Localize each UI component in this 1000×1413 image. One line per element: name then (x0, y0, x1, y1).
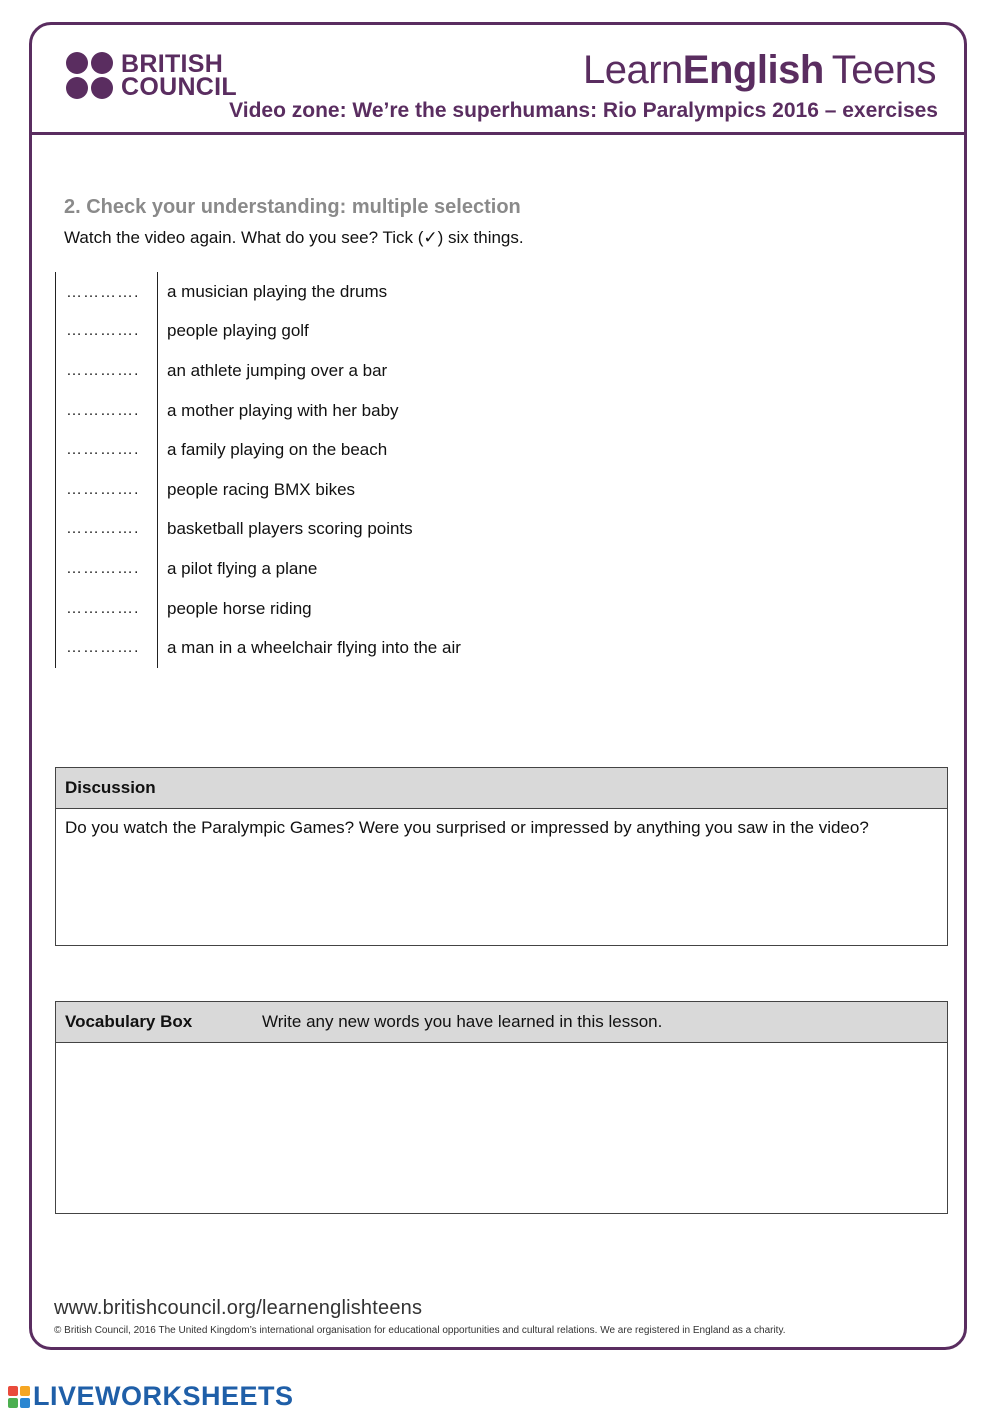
tick-item-text: people playing golf (167, 321, 309, 341)
tick-blank[interactable]: …………. (55, 351, 158, 391)
brand-line-1: BRITISH (121, 49, 224, 78)
tick-row (55, 470, 655, 510)
footer-url: www.britishcouncil.org/learnenglishteens (54, 1297, 423, 1319)
tick-list (55, 272, 655, 668)
tick-row (55, 351, 655, 391)
vocabulary-box (55, 1001, 948, 1214)
tick-blank[interactable]: …………. (55, 430, 158, 470)
vocabulary-instruction: Write any new words you have learned in this lesson. (262, 1012, 663, 1031)
tick-row (55, 430, 655, 470)
tick-row (55, 510, 655, 550)
tick-blank[interactable]: …………. (55, 549, 158, 589)
tick-row (55, 589, 655, 629)
header-divider (31, 132, 967, 135)
tick-item-text: a musician playing the drums (167, 281, 388, 301)
discussion-prompt: Do you watch the Paralympic Games? Were you surprised or impressed by anything you saw in the video? (65, 818, 869, 837)
logo-teens: Teens (831, 48, 936, 92)
tick-row (55, 312, 655, 352)
vocabulary-writing-area[interactable] (56, 1043, 947, 1059)
discussion-label: Discussion (65, 778, 156, 797)
discussion-box (55, 767, 948, 946)
tick-item-text: basketball players scoring points (167, 519, 413, 539)
tick-row (55, 628, 655, 668)
tick-row (55, 391, 655, 431)
tick-blank[interactable]: …………. (55, 272, 158, 312)
brand-line-2: COUNCIL (121, 72, 237, 101)
section-heading: 2. Check your understanding: multiple selection (64, 196, 521, 218)
tick-blank[interactable]: …………. (55, 470, 158, 510)
tick-item-text: people horse riding (167, 598, 312, 618)
liveworksheets-icon (8, 1386, 30, 1408)
discussion-header (56, 768, 947, 809)
vocabulary-label: Vocabulary Box (65, 1012, 193, 1031)
british-council-logo (66, 49, 237, 101)
tick-row (55, 272, 655, 312)
tick-item-text: a family playing on the beach (167, 440, 388, 460)
learnenglish-teens-logo (583, 48, 936, 93)
tick-item-text: an athlete jumping over a bar (167, 360, 388, 380)
tick-item-text: a mother playing with her baby (167, 400, 399, 420)
section-instruction: Watch the video again. What do you see? Tick (✓) six things. (64, 228, 524, 247)
footer-copyright: © British Council, 2016 The United Kingdom’s international organisation for educational opportunities and cultural relations. We are registered in England as a charity. (54, 1325, 786, 1336)
vocabulary-header (56, 1002, 947, 1043)
tick-item-text: people racing BMX bikes (167, 479, 356, 499)
british-council-dots-icon (66, 52, 113, 99)
tick-blank[interactable]: …………. (55, 312, 158, 352)
tick-blank[interactable]: …………. (55, 510, 158, 550)
tick-item-text: a pilot flying a plane (167, 558, 318, 578)
logo-learn: Learn (582, 48, 683, 92)
tick-blank[interactable]: …………. (55, 391, 158, 431)
tick-row (55, 549, 655, 589)
tick-blank[interactable]: …………. (55, 589, 158, 629)
page-title: Video zone: We’re the superhumans: Rio Paralympics 2016 – exercises (229, 99, 938, 122)
liveworksheets-watermark (8, 1381, 294, 1412)
tick-blank[interactable]: …………. (55, 628, 158, 668)
tick-item-text: a man in a wheelchair flying into the air (167, 638, 461, 658)
liveworksheets-text: LIVEWORKSHEETS (33, 1381, 294, 1411)
logo-english: English (682, 48, 824, 92)
